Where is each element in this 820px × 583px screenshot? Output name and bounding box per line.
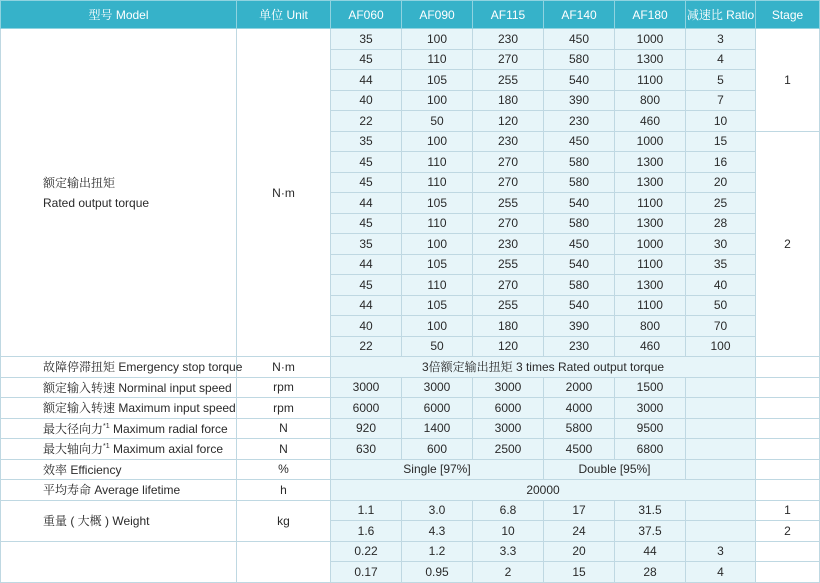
- value-cell: 1.1: [331, 500, 402, 521]
- value-cell: 540: [544, 193, 615, 214]
- value-cell: 3000: [331, 377, 402, 398]
- stage-blank: [756, 357, 820, 378]
- value-cell: 100: [402, 234, 473, 255]
- value-cell: 230: [473, 234, 544, 255]
- value-cell: 110: [402, 275, 473, 296]
- stage-cell: 1: [756, 29, 820, 132]
- stage-blank: [756, 480, 820, 501]
- value-cell: 0.17: [331, 562, 402, 583]
- value-cell: 40: [331, 316, 402, 337]
- value-cell: 50: [402, 111, 473, 132]
- stage-cell: 2: [756, 131, 820, 357]
- header-af090: AF090: [402, 1, 473, 29]
- stage-blank: [756, 439, 820, 460]
- value-cell: 3000: [615, 398, 686, 419]
- value-cell: 1300: [615, 152, 686, 173]
- ratio-blank: [686, 418, 756, 439]
- max-speed-unit: rpm: [237, 398, 331, 419]
- emergency-row: [1, 357, 820, 378]
- value-cell: 4.3: [402, 521, 473, 542]
- value-cell: 540: [544, 295, 615, 316]
- value-cell: 1300: [615, 172, 686, 193]
- value-cell: 920: [331, 418, 402, 439]
- value-cell: 1400: [402, 418, 473, 439]
- stage-blank: [756, 459, 820, 480]
- value-cell: 0.95: [402, 562, 473, 583]
- value-cell: 255: [473, 70, 544, 91]
- value-cell: 45: [331, 172, 402, 193]
- value-cell: 120: [473, 111, 544, 132]
- value-cell: 4500: [544, 439, 615, 460]
- value-cell: 180: [473, 90, 544, 111]
- value-cell: 44: [331, 295, 402, 316]
- value-cell: 6000: [331, 398, 402, 419]
- ratio-cell: 4: [686, 49, 756, 70]
- value-cell: 3.3: [473, 541, 544, 562]
- ratio-blank: [686, 439, 756, 460]
- value-cell: 1500: [615, 377, 686, 398]
- radial-force-mark: *1: [103, 422, 110, 430]
- stage-blank: [756, 562, 820, 583]
- value-cell: 50: [402, 336, 473, 357]
- value-cell: 105: [402, 193, 473, 214]
- stage-blank: [756, 418, 820, 439]
- lifetime-row: [1, 480, 820, 501]
- value-cell: 540: [544, 70, 615, 91]
- ratio-cell: 3: [686, 29, 756, 50]
- stage-blank: [756, 541, 820, 562]
- stage-blank: [756, 377, 820, 398]
- value-cell: 100: [402, 316, 473, 337]
- rated-torque-label-cn: 额定输出扭矩: [43, 175, 116, 190]
- emergency-label: 故障停滞扭矩 Emergency stop torque: [1, 357, 237, 378]
- weight-unit: kg: [237, 500, 331, 541]
- inertia-label-blank: [1, 541, 237, 582]
- header-unit: 单位 Unit: [237, 1, 331, 29]
- value-cell: 1000: [615, 234, 686, 255]
- radial-force-unit: N: [237, 418, 331, 439]
- ratio-cell: 50: [686, 295, 756, 316]
- value-cell: 270: [473, 275, 544, 296]
- rated-torque-label: [1, 29, 237, 357]
- value-cell: 22: [331, 336, 402, 357]
- value-cell: 5800: [544, 418, 615, 439]
- value-cell: 580: [544, 49, 615, 70]
- value-cell: 600: [402, 439, 473, 460]
- value-cell: 35: [331, 234, 402, 255]
- value-cell: 9500: [615, 418, 686, 439]
- value-cell: 110: [402, 152, 473, 173]
- value-cell: 1300: [615, 49, 686, 70]
- efficiency-row: [1, 459, 820, 480]
- value-cell: 580: [544, 172, 615, 193]
- value-cell: 3.0: [402, 500, 473, 521]
- value-cell: 105: [402, 295, 473, 316]
- weight-stage: 2: [756, 521, 820, 542]
- value-cell: 580: [544, 152, 615, 173]
- value-cell: 230: [473, 29, 544, 50]
- axial-force-label-en: Maximum axial force: [112, 442, 224, 457]
- value-cell: 35: [331, 29, 402, 50]
- value-cell: 390: [544, 316, 615, 337]
- radial-force-label: [1, 418, 237, 439]
- value-cell: 15: [544, 562, 615, 583]
- radial-force-label-cn: 最大径向力: [43, 421, 104, 436]
- value-cell: 630: [331, 439, 402, 460]
- ratio-cell: 35: [686, 254, 756, 275]
- weight-label: 重量 ( 大概 ) Weight: [1, 500, 237, 541]
- header-stage: Stage: [756, 1, 820, 29]
- value-cell: 110: [402, 49, 473, 70]
- value-cell: 800: [615, 90, 686, 111]
- value-cell: 3000: [473, 377, 544, 398]
- ratio-cell: 70: [686, 316, 756, 337]
- efficiency-single: Single [97%]: [331, 459, 544, 480]
- value-cell: 230: [473, 131, 544, 152]
- radial-force-row: [1, 418, 820, 439]
- ratio-blank: [686, 521, 756, 542]
- value-cell: 24: [544, 521, 615, 542]
- efficiency-label: 效率 Efficiency: [1, 459, 237, 480]
- ratio-cell: 15: [686, 131, 756, 152]
- header-model: 型号 Model: [1, 1, 237, 29]
- ratio-blank: [686, 377, 756, 398]
- value-cell: 120: [473, 336, 544, 357]
- value-cell: 100: [402, 29, 473, 50]
- stage-blank: [756, 398, 820, 419]
- value-cell: 44: [615, 541, 686, 562]
- value-cell: 45: [331, 152, 402, 173]
- max-speed-row: [1, 398, 820, 419]
- value-cell: 4000: [544, 398, 615, 419]
- lifetime-label: 平均寿命 Average lifetime: [1, 480, 237, 501]
- rated-torque-label-en: Rated output torque: [43, 195, 150, 210]
- value-cell: 105: [402, 254, 473, 275]
- value-cell: 44: [331, 70, 402, 91]
- axial-force-label: [1, 439, 237, 460]
- rated-torque-unit: N·m: [237, 29, 331, 357]
- value-cell: 1100: [615, 193, 686, 214]
- emergency-unit: N·m: [237, 357, 331, 378]
- value-cell: 1100: [615, 254, 686, 275]
- ratio-cell: 7: [686, 90, 756, 111]
- value-cell: 1.2: [402, 541, 473, 562]
- value-cell: 450: [544, 234, 615, 255]
- value-cell: 28: [615, 562, 686, 583]
- value-cell: 1100: [615, 70, 686, 91]
- value-cell: 450: [544, 131, 615, 152]
- lifetime-value: 20000: [331, 480, 756, 501]
- value-cell: 1300: [615, 213, 686, 234]
- efficiency-double: Double [95%]: [544, 459, 686, 480]
- value-cell: 460: [615, 336, 686, 357]
- header-row: [1, 1, 820, 29]
- lifetime-unit: h: [237, 480, 331, 501]
- axial-force-label-cn: 最大轴向力: [43, 442, 104, 457]
- efficiency-unit: %: [237, 459, 331, 480]
- ratio-cell: 30: [686, 234, 756, 255]
- value-cell: 390: [544, 90, 615, 111]
- value-cell: 1100: [615, 295, 686, 316]
- value-cell: 255: [473, 193, 544, 214]
- value-cell: 270: [473, 213, 544, 234]
- value-cell: 230: [544, 336, 615, 357]
- value-cell: 270: [473, 172, 544, 193]
- value-cell: 230: [544, 111, 615, 132]
- value-cell: 22: [331, 111, 402, 132]
- weight-row: [1, 500, 820, 521]
- value-cell: 44: [331, 193, 402, 214]
- value-cell: 450: [544, 29, 615, 50]
- value-cell: 270: [473, 49, 544, 70]
- value-cell: 800: [615, 316, 686, 337]
- ratio-blank: [686, 500, 756, 521]
- value-cell: 580: [544, 275, 615, 296]
- ratio-cell: 3: [686, 541, 756, 562]
- ratio-blank: [686, 398, 756, 419]
- weight-stage: 1: [756, 500, 820, 521]
- value-cell: 110: [402, 172, 473, 193]
- max-speed-label: 额定输入转速 Maximum input speed: [1, 398, 237, 419]
- header-af060: AF060: [331, 1, 402, 29]
- value-cell: 180: [473, 316, 544, 337]
- value-cell: 31.5: [615, 500, 686, 521]
- value-cell: 1.6: [331, 521, 402, 542]
- ratio-cell: 10: [686, 111, 756, 132]
- ratio-blank: [686, 459, 756, 480]
- nominal-speed-unit: rpm: [237, 377, 331, 398]
- ratio-cell: 100: [686, 336, 756, 357]
- value-cell: 460: [615, 111, 686, 132]
- value-cell: 105: [402, 70, 473, 91]
- axial-force-unit: N: [237, 439, 331, 460]
- nominal-speed-label: 额定输入转速 Norminal input speed: [1, 377, 237, 398]
- value-cell: 45: [331, 275, 402, 296]
- header-af140: AF140: [544, 1, 615, 29]
- value-cell: 6000: [402, 398, 473, 419]
- value-cell: 2000: [544, 377, 615, 398]
- value-cell: 2: [473, 562, 544, 583]
- value-cell: 580: [544, 213, 615, 234]
- value-cell: 17: [544, 500, 615, 521]
- value-cell: 1000: [615, 131, 686, 152]
- value-cell: 6.8: [473, 500, 544, 521]
- value-cell: 1000: [615, 29, 686, 50]
- value-cell: 540: [544, 254, 615, 275]
- inertia-row: [1, 541, 820, 562]
- value-cell: 3000: [402, 377, 473, 398]
- nominal-speed-row: [1, 377, 820, 398]
- value-cell: 255: [473, 295, 544, 316]
- value-cell: 20: [544, 541, 615, 562]
- header-af180: AF180: [615, 1, 686, 29]
- ratio-cell: 28: [686, 213, 756, 234]
- value-cell: 45: [331, 49, 402, 70]
- ratio-cell: 5: [686, 70, 756, 91]
- value-cell: 35: [331, 131, 402, 152]
- value-cell: 37.5: [615, 521, 686, 542]
- value-cell: 3000: [473, 418, 544, 439]
- ratio-cell: 16: [686, 152, 756, 173]
- value-cell: 110: [402, 213, 473, 234]
- axial-force-row: [1, 439, 820, 460]
- axial-force-mark: *1: [103, 443, 110, 451]
- header-af115: AF115: [473, 1, 544, 29]
- value-cell: 270: [473, 152, 544, 173]
- ratio-cell: 25: [686, 193, 756, 214]
- value-cell: 44: [331, 254, 402, 275]
- value-cell: 0.22: [331, 541, 402, 562]
- value-cell: 45: [331, 213, 402, 234]
- value-cell: 10: [473, 521, 544, 542]
- ratio-cell: 4: [686, 562, 756, 583]
- value-cell: 255: [473, 254, 544, 275]
- value-cell: 6800: [615, 439, 686, 460]
- inertia-unit-blank: [237, 541, 331, 582]
- ratio-cell: 40: [686, 275, 756, 296]
- radial-force-label-en: Maximum radial force: [112, 421, 228, 436]
- torque-row: [1, 29, 820, 50]
- value-cell: 1300: [615, 275, 686, 296]
- emergency-value: 3倍额定输出扭矩 3 times Rated output torque: [331, 357, 756, 378]
- value-cell: 100: [402, 90, 473, 111]
- value-cell: 100: [402, 131, 473, 152]
- ratio-cell: 20: [686, 172, 756, 193]
- value-cell: 40: [331, 90, 402, 111]
- value-cell: 6000: [473, 398, 544, 419]
- value-cell: 2500: [473, 439, 544, 460]
- header-ratio: 减速比 Ratio: [686, 1, 756, 29]
